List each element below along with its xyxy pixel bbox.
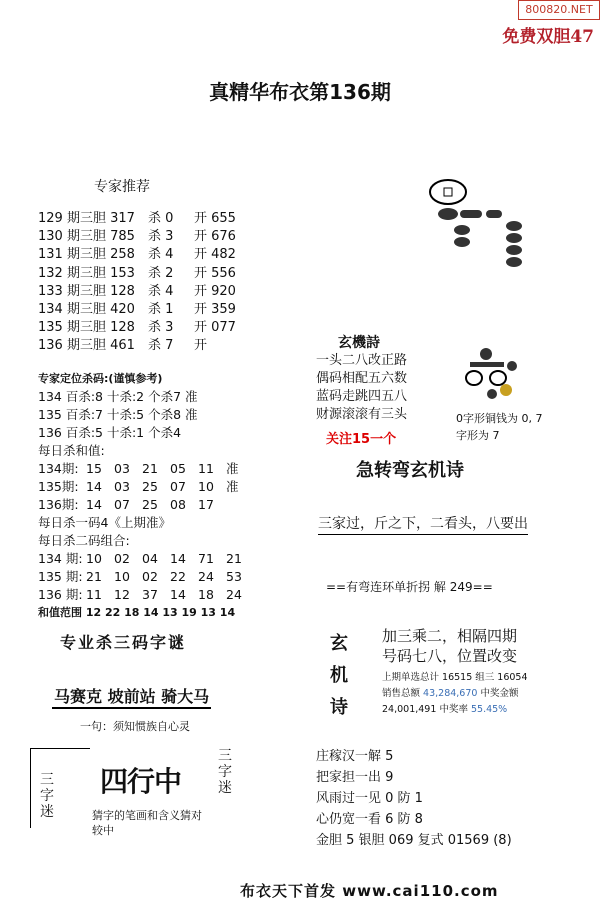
row-label: 134期: <box>38 461 79 476</box>
poem-focus: 关注15一个 <box>326 432 397 447</box>
he-row <box>38 460 254 478</box>
num: 37 <box>142 587 158 602</box>
num: 14 <box>86 479 102 494</box>
daily-two-title: 每日杀二码组合: <box>38 533 130 548</box>
divider <box>30 748 90 750</box>
num: 08 <box>170 497 186 512</box>
expert-title: 专家推荐 <box>94 179 150 195</box>
row-label: 136 期: <box>38 587 83 602</box>
poem-title: 玄機詩 <box>338 335 380 351</box>
expert-open: 开 482 <box>194 247 236 263</box>
poem-lines <box>316 352 407 424</box>
num: 02 <box>142 569 158 584</box>
expert-open: 开 920 <box>194 283 236 299</box>
expert-row <box>38 265 236 283</box>
expert-open: 开 655 <box>194 211 236 226</box>
expert-issue: 135 期三胆 128 <box>38 320 135 336</box>
num: 10 <box>198 479 214 494</box>
num: 10 <box>114 569 130 584</box>
jizhuan-title: 急转弯玄机诗 <box>356 460 464 481</box>
row-label: 135 期: <box>38 569 83 584</box>
expert-open: 开 077 <box>194 320 236 336</box>
expert-issue: 131 期三胆 258 <box>38 247 135 263</box>
num: 10 <box>86 551 102 566</box>
row-label: 136期: <box>38 497 79 512</box>
row-label: 134 期: <box>38 551 83 566</box>
stats-line2: 销售总额 43,284,670 中奖金额 <box>382 688 519 699</box>
sanzi-hint: 猜字的笔画和含义猜对较中 <box>92 809 202 837</box>
zero-hint <box>456 410 543 444</box>
pick-line: 风雨过一见 0 防 1 <box>316 791 423 806</box>
num: 53 <box>226 569 242 584</box>
num: 21 <box>142 461 158 476</box>
xuanji-char: 诗 <box>330 697 348 718</box>
row-label: 135期: <box>38 479 79 494</box>
zero-hint-line: 0字形铜钱为 0, 7 <box>456 412 543 425</box>
xuanji-line: 号码七八，位置改变 <box>382 647 518 665</box>
expert-open: 开 359 <box>194 302 236 318</box>
row-note: 准 <box>226 479 239 494</box>
expert-kill: 杀 1 <box>148 302 174 318</box>
num: 03 <box>114 461 130 476</box>
dingwei-row: 134 百杀:8 十杀:2 个杀7 准 <box>38 389 198 404</box>
sixing-big-text: 四行中 <box>100 765 182 798</box>
expert-row <box>38 319 236 337</box>
sales-stats <box>382 670 528 718</box>
num: 14 <box>170 587 186 602</box>
num: 24 <box>226 587 242 602</box>
num: 17 <box>198 497 214 512</box>
dingwei-section <box>38 370 254 622</box>
expert-row <box>38 228 236 246</box>
num: 02 <box>114 551 130 566</box>
expert-issue: 129 期三胆 317 <box>38 211 135 226</box>
xuanji-char: 机 <box>330 665 348 686</box>
expert-issue: 132 期三胆 153 <box>38 265 135 281</box>
site-badge: 800820.NET <box>518 0 600 20</box>
num: 07 <box>170 479 186 494</box>
xuanji-vertical <box>330 628 350 724</box>
expert-open: 开 <box>194 338 208 354</box>
dingwei-title: 专家定位杀码:(谨慎参考) <box>38 372 163 385</box>
stats-line3: 24,001,491 中奖率 55.45% <box>382 704 508 715</box>
page-title: 真精华布衣第136期 <box>209 80 391 104</box>
expert-kill: 杀 3 <box>148 320 174 336</box>
expert-kill: 杀 4 <box>148 247 174 263</box>
xuanji-lines <box>382 626 517 666</box>
he-range: 和值范围 12 22 18 14 13 19 13 14 <box>38 606 236 619</box>
footer: 布衣天下首发 www.cai110.com <box>240 882 499 900</box>
num: 24 <box>198 569 214 584</box>
num: 05 <box>170 461 186 476</box>
pick-line: 金胆 5 银胆 069 复式 01569 (8) <box>316 833 512 848</box>
dingwei-row: 136 百杀:5 十杀:1 个杀4 <box>38 425 182 440</box>
jizhuan-text: 三家过，斤之下，二看头，八要出 <box>318 513 528 535</box>
expert-kill: 杀 3 <box>148 229 174 245</box>
he-row <box>38 478 254 496</box>
expert-open: 开 676 <box>194 229 236 245</box>
expert-rows <box>38 210 236 356</box>
num: 14 <box>170 551 186 566</box>
riddle-text: 马赛克 坡前站 骑大马 <box>52 684 211 709</box>
poem-line: 蓝码走跳四五八 <box>316 389 408 404</box>
poem-line: 一头二八改正路 <box>316 353 408 368</box>
expert-issue: 133 期三胆 128 <box>38 283 135 299</box>
stats-line1: 上期单选总计 16515 组三 16054 <box>382 672 528 683</box>
num: 21 <box>86 569 102 584</box>
picks-list <box>316 746 512 851</box>
sanzi-label-left: 三字迷 <box>40 772 54 820</box>
daily-one-code: 每日杀一码4《上期准》 <box>38 515 171 530</box>
two-code-row <box>38 586 254 604</box>
num: 11 <box>86 587 102 602</box>
num: 03 <box>114 479 130 494</box>
expert-issue: 136 期三胆 461 <box>38 338 135 354</box>
he-row <box>38 496 254 514</box>
num: 12 <box>114 587 130 602</box>
expert-row <box>38 301 236 319</box>
expert-row <box>38 246 236 264</box>
sanzi-label-right: 三字迷 <box>218 748 232 796</box>
expert-kill: 杀 0 <box>148 211 174 226</box>
expert-open: 开 556 <box>194 265 236 281</box>
expert-kill: 杀 7 <box>148 338 174 354</box>
xuanji-line: 加三乘二，相隔四期 <box>382 627 518 645</box>
num: 25 <box>142 497 158 512</box>
expert-kill: 杀 2 <box>148 265 174 281</box>
coins-illustration <box>418 172 538 282</box>
two-code-row <box>38 568 254 586</box>
poem-line: 偶码相配五六数 <box>316 371 408 386</box>
dingwei-row: 135 百杀:7 十杀:5 个杀8 准 <box>38 407 198 422</box>
expert-row <box>38 283 236 301</box>
num: 22 <box>170 569 186 584</box>
coin-figure-illustration <box>460 344 530 404</box>
pick-line: 庄稼汉一解 5 <box>316 749 394 764</box>
row-note: 准 <box>226 461 239 476</box>
num: 15 <box>86 461 102 476</box>
num: 14 <box>86 497 102 512</box>
expert-issue: 130 期三胆 785 <box>38 229 135 245</box>
riddle-hint: 一句：须知惯族自心灵 <box>80 720 190 733</box>
divider <box>30 748 35 828</box>
daily-he-title: 每日杀和值: <box>38 443 105 458</box>
riddle-heading: 专业杀三码字谜 <box>60 633 187 652</box>
expert-issue: 134 期三胆 420 <box>38 302 135 318</box>
num: 18 <box>198 587 214 602</box>
poem-line: 财源滚滚有三头 <box>316 407 408 422</box>
expert-kill: 杀 4 <box>148 283 174 299</box>
youwan-text: ==有弯连环单折拐 解 249== <box>326 580 493 594</box>
free-double-dan-label: 免费双胆47 <box>502 27 594 47</box>
pick-line: 把家担一出 9 <box>316 770 394 785</box>
num: 71 <box>198 551 214 566</box>
num: 25 <box>142 479 158 494</box>
xuanji-char: 玄 <box>330 633 348 654</box>
pick-line: 心仍宽一看 6 防 8 <box>316 812 423 827</box>
expert-row <box>38 337 236 355</box>
two-code-row <box>38 550 254 568</box>
num: 07 <box>114 497 130 512</box>
expert-row <box>38 210 236 228</box>
num: 04 <box>142 551 158 566</box>
num: 11 <box>198 461 214 476</box>
zero-hint-line: 字形为 7 <box>456 429 500 442</box>
num: 21 <box>226 551 242 566</box>
